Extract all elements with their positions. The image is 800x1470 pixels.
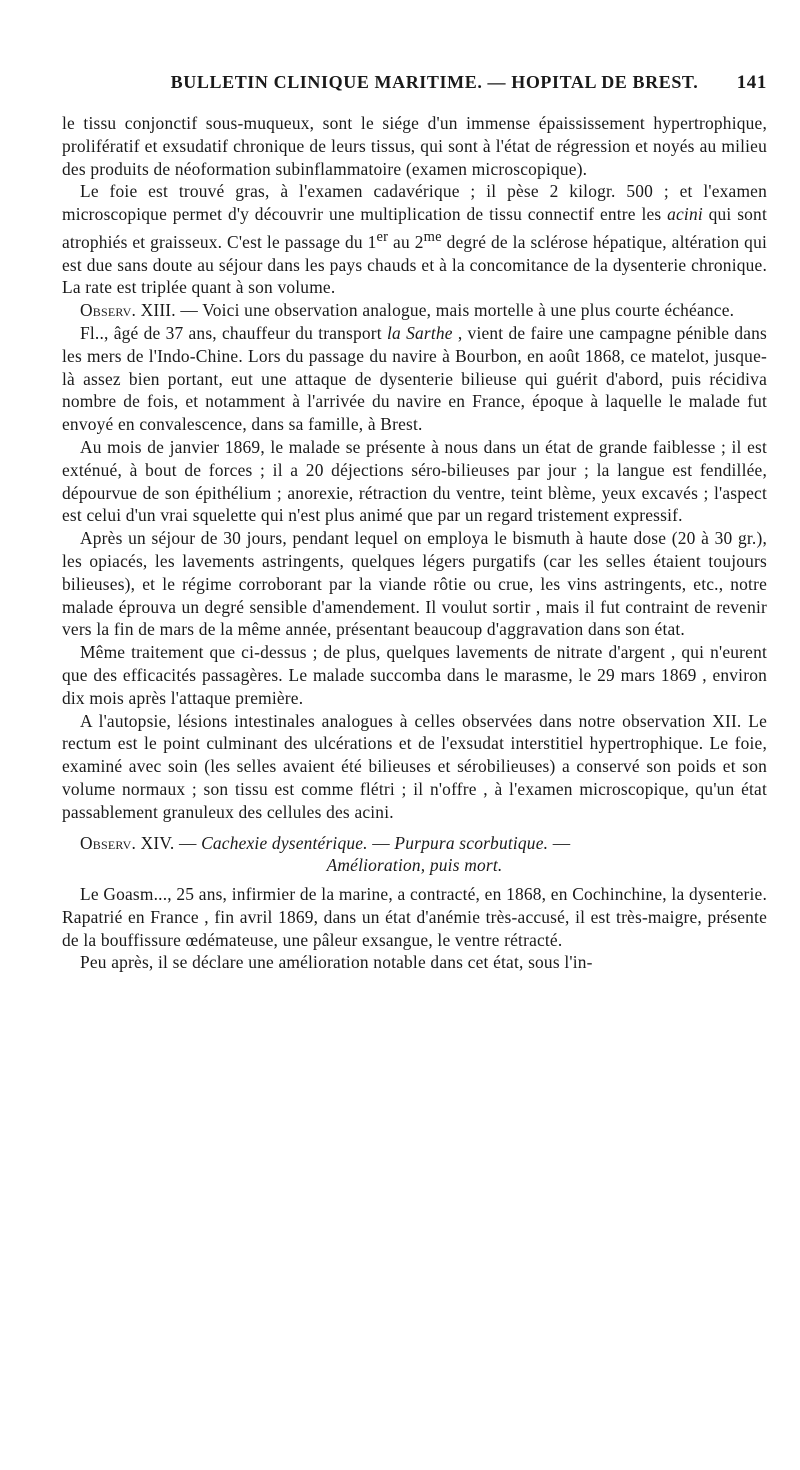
page-number: 141 bbox=[736, 72, 767, 93]
body-text bbox=[62, 112, 767, 974]
p2-text-d: degré de la sclérose hépatique, altération qui est due sans doute au séjour dans les pays chauds et à la concomitance de la dysenterie chronique. La rate est triplée quant à son volume. bbox=[62, 231, 768, 298]
paragraph-5: Au mois de janvier 1869, le malade se présente à nous dans un état de grande faiblesse ; il est exténué, à bout de forces ; il a 20 déjections séro-bilieuses par jour ; la langue est fendillée, dépourvue de son épithélium ; anorexie, rétraction du ventre, teint blème, yeux excavés ; l'aspect est celui d'un vrai squelette qui n'est plus animé que par un regard tristement expressif. bbox=[62, 436, 767, 526]
p2-text-c: au 2 bbox=[388, 231, 424, 252]
observation-13-text: — Voici une observation analogue, mais mortelle à une plus courte échéance. bbox=[175, 300, 735, 321]
paragraph-8: A l'autopsie, lésions intestinales analogues à celles observées dans notre observation XII. Le rectum est le point culminant des ulcérations et de l'exsudat interstitiel hypertrophique. Le foie, examiné avec soin (les selles avaient été bilieuses et sérobilieuses) a conservé son poids et son volume normaux ; son tissu est comme flétri ; il n'offre , à l'examen microscopique, qu'un état passablement granuleux des cellules des acini. bbox=[62, 710, 767, 822]
running-head-title: BULLETIN CLINIQUE MARITIME. — HOPITAL DE BREST. bbox=[170, 72, 699, 92]
p2-text-b: qui sont atrophiés et graisseux. C'est le passage du 1 bbox=[62, 204, 767, 252]
observation-14-title-2: Purpura scorbutique. bbox=[394, 832, 549, 853]
observation-14-dash-1: — bbox=[174, 832, 202, 853]
observation-14-title-3: Amélioration, puis mort. bbox=[326, 855, 503, 876]
observation-14-title-1: Cachexie dysentérique. bbox=[201, 832, 368, 853]
p2-text-a: Le foie est trouvé gras, à l'examen cadavérique ; il pèse 2 kilogr. 500 ; et l'examen microscopique permet d'y découvrir une multiplication de tissu connectif entre les bbox=[62, 181, 767, 225]
observation-14-label: Observ. XIV. bbox=[80, 832, 175, 853]
p2-superscript-1: er bbox=[376, 228, 389, 245]
p4-ship-name: la Sarthe bbox=[386, 322, 453, 343]
observation-13-label: Observ. XIII. bbox=[80, 300, 176, 321]
paragraph-4 bbox=[62, 322, 767, 436]
paragraph-2 bbox=[62, 180, 767, 299]
paragraph-11: Peu après, il se déclare une amélioration notable dans cet état, sous l'in- bbox=[80, 952, 593, 973]
observation-14-dash-2: — bbox=[367, 832, 395, 853]
p4-text-b: , vient de faire une campagne pénible dans les mers de l'Indo-Chine. Lors du passage du navire à Bourbon, en août 1868, ce matelot, jusque-là assez bien portant, eut une attaque de dysenterie bilieuse qui guérit d'abord, puis récidiva nombre de fois, et notamment à l'arrivée du navire en France, époque à laquelle le malade fut envoyé en convalescence, dans sa famille, à Brest. bbox=[62, 322, 767, 435]
paragraph-1: le tissu conjonctif sous-muqueux, sont le siége d'un immense épaississement hypertrophique, prolifératif et exsudatif chronique de leurs tissus, qui sont à l'état de régression et noyés au milieu des produits de néoformation subinflammatoire (examen microscopique). bbox=[62, 113, 767, 179]
paragraph-6: Après un séjour de 30 jours, pendant lequel on employa le bismuth à haute dose (20 à 30 gr.), les opiacés, les lavements astringents, quelques légers purgatifs (car les selles étaient toujours bilieuses), et le régime corroborant par la viande rôtie ou crue, les vins astringents, etc., notre malade éprouva un degré sensible d'amendement. Il voulut sortir , mais il fut contraint de revenir vers la fin de mars de la même année, présentant beaucoup d'aggravation dans son état. bbox=[62, 528, 767, 640]
document-page bbox=[62, 72, 767, 974]
observation-14-dash-3: — bbox=[548, 832, 571, 853]
p2-superscript-2: me bbox=[423, 228, 442, 245]
paragraph-7: Même traitement que ci-dessus ; de plus, quelques lavements de nitrate d'argent , qui n'eurent que des efficacités passagères. Le malade succomba dans le marasme, le 29 mars 1869 , environ dix mois après l'attaque première. bbox=[62, 642, 767, 708]
running-head bbox=[62, 72, 767, 102]
paragraph-10: Le Goasm..., 25 ans, infirmier de la marine, a contracté, en 1868, en Cochinchine, la dysenterie. Rapatrié en France , fin avril 1869, dans un état d'anémie très-accusé, il est très-maigre, présente de la bouffissure œdémateuse, une pâleur exsangue, le ventre rétracté. bbox=[62, 884, 767, 950]
observation-13-heading bbox=[62, 299, 767, 322]
observation-14-subtitle bbox=[62, 854, 767, 877]
p2-acini: acini bbox=[667, 204, 703, 225]
p4-text-a: Fl.., âgé de 37 ans, chauffeur du transport bbox=[80, 322, 387, 343]
observation-14-heading bbox=[62, 832, 767, 855]
